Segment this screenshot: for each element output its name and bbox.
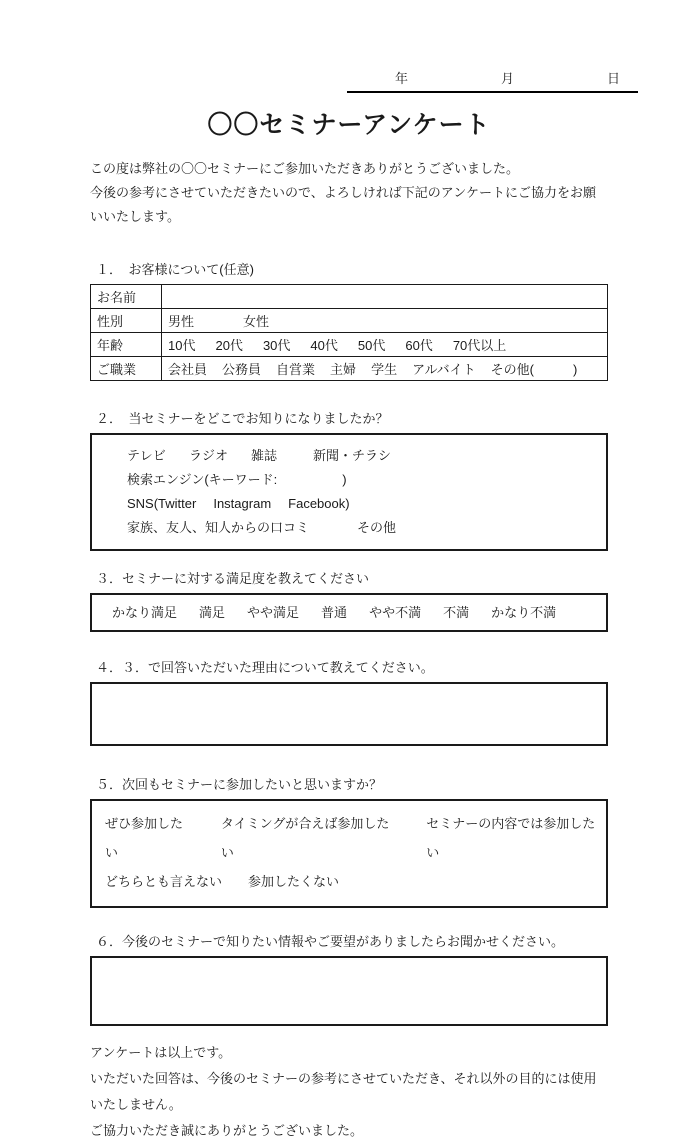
q2-row-word-of-mouth: [127, 516, 606, 540]
intro-line-1: この度は弊社の〇〇セミナーにご参加いただきありがとうございました。: [90, 161, 520, 176]
option-magazine[interactable]: 雑誌: [251, 448, 278, 463]
q5-options-box: [90, 799, 608, 908]
option-age-50s[interactable]: 50代: [357, 338, 386, 353]
option-sns-instagram[interactable]: Instagram: [213, 496, 272, 511]
q2-row-media: [127, 444, 606, 468]
option-public-servant[interactable]: 公務員: [222, 362, 262, 377]
intro-text: [90, 157, 608, 229]
option-search-engine[interactable]: 検索エンジン(キーワード: ): [127, 472, 347, 487]
day-label: 日: [606, 71, 620, 86]
customer-info-table: [90, 284, 608, 381]
q2-options-box: [90, 433, 608, 551]
age-options-cell: [162, 333, 608, 357]
month-label: 月: [500, 71, 514, 86]
table-row-age: [91, 333, 608, 357]
option-newspaper-flyer[interactable]: 新聞・チラシ: [313, 448, 392, 463]
q2-row-search: [127, 468, 606, 492]
name-input-area[interactable]: [162, 285, 608, 309]
name-row-label: お名前: [91, 285, 162, 309]
q2-heading: ２． 当セミナーをどこでお知りになりましたか？: [96, 411, 389, 426]
table-row-name: [91, 285, 608, 309]
option-male[interactable]: 男性: [168, 314, 195, 329]
option-age-10s[interactable]: 10代: [168, 338, 196, 353]
option-source-other[interactable]: その他: [357, 520, 397, 535]
q3-options-box: [90, 593, 608, 632]
age-row-label: 年齢: [91, 333, 162, 357]
option-age-60s[interactable]: 60代: [405, 338, 433, 353]
option-join-if-timing[interactable]: タイミングが合えば参加したい: [220, 816, 390, 860]
option-self-employed[interactable]: 自営業: [276, 362, 316, 377]
option-satisfied[interactable]: 満足: [199, 605, 226, 620]
option-female[interactable]: 女性: [243, 314, 270, 329]
option-age-20s[interactable]: 20代: [215, 338, 243, 353]
year-label: 年: [395, 71, 409, 86]
option-housewife[interactable]: 主婦: [330, 362, 357, 377]
option-do-not-want-join[interactable]: 参加したくない: [248, 874, 340, 889]
option-occupation-other[interactable]: その他( ): [490, 362, 578, 377]
option-part-time[interactable]: アルバイト: [412, 362, 476, 377]
option-age-70s-plus[interactable]: 70代以上: [452, 338, 507, 353]
closing-text: [90, 1040, 608, 1144]
option-student[interactable]: 学生: [371, 362, 398, 377]
q4-heading: ４．３．で回答いただいた理由について教えてください。: [96, 660, 434, 675]
option-join-depends-content[interactable]: セミナーの内容では参加したい: [426, 816, 596, 860]
table-row-gender: [91, 309, 608, 333]
q1-heading: １． お客様について(任意): [96, 262, 254, 277]
gender-options-cell: [162, 309, 608, 333]
option-somewhat-satisfied[interactable]: やや満足: [247, 605, 300, 620]
option-word-of-mouth[interactable]: 家族、友人、知人からの口コミ: [127, 520, 310, 535]
q5-options-row-1: [105, 809, 606, 867]
intro-line-2: 今後の参考にさせていただきたいので、よろしければ下記のアンケートにご協力をお願いいたします。: [90, 185, 596, 224]
q5-heading: ５．次回もセミナーに参加したいと思いますか？: [96, 777, 383, 792]
q4-free-text-area[interactable]: [90, 682, 608, 746]
occupation-options-cell: [162, 357, 608, 381]
option-very-dissatisfied[interactable]: かなり不満: [491, 605, 557, 620]
q3-options-row: [112, 605, 606, 620]
date-fill-line[interactable]: [347, 68, 638, 93]
option-sns-facebook[interactable]: Facebook): [288, 496, 350, 511]
gender-row-label: 性別: [91, 309, 162, 333]
closing-line-1: アンケートは以上です。: [90, 1045, 232, 1060]
option-radio[interactable]: ラジオ: [189, 448, 229, 463]
option-tv[interactable]: テレビ: [127, 448, 166, 463]
form-title: 〇〇セミナーアンケート: [207, 111, 491, 139]
option-somewhat-dissatisfied[interactable]: やや不満: [369, 605, 422, 620]
survey-form-page: [0, 68, 700, 1138]
q5-options-row-2: [105, 867, 606, 896]
option-neutral[interactable]: 普通: [321, 605, 348, 620]
option-dissatisfied[interactable]: 不満: [443, 605, 470, 620]
q2-row-sns: [127, 492, 606, 516]
q3-heading: ３．セミナーに対する満足度を教えてください: [96, 571, 370, 586]
option-age-30s[interactable]: 30代: [262, 338, 291, 353]
q6-free-text-area[interactable]: [90, 956, 608, 1026]
option-cannot-say[interactable]: どちらとも言えない: [105, 874, 223, 889]
option-company-employee[interactable]: 会社員: [168, 362, 208, 377]
option-definitely-join[interactable]: ぜひ参加したい: [105, 816, 184, 860]
closing-line-3: ご協力いただき誠にありがとうございました。: [90, 1123, 364, 1138]
occupation-row-label: ご職業: [91, 357, 162, 381]
option-sns-twitter[interactable]: SNS(Twitter: [127, 496, 197, 511]
q6-heading: ６．今後のセミナーで知りたい情報やご要望がありましたらお聞かせください。: [96, 934, 565, 949]
closing-line-2: いただいた回答は、今後のセミナーの参考にさせていただき、それ以外の目的には使用いたしません。: [90, 1071, 597, 1112]
option-age-40s[interactable]: 40代: [310, 338, 338, 353]
table-row-occupation: [91, 357, 608, 381]
option-very-satisfied[interactable]: かなり満足: [112, 605, 178, 620]
